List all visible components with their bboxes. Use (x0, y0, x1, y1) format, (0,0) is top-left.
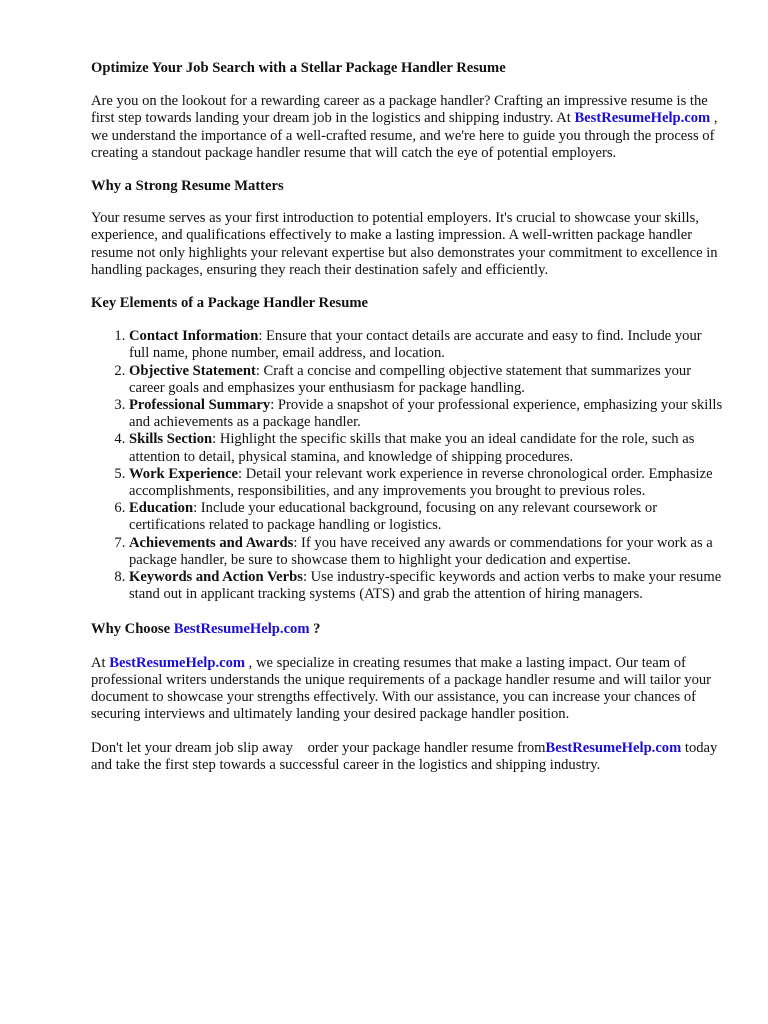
list-item-term: Achievements and Awards (129, 534, 294, 551)
list-item (129, 466, 723, 500)
list-item-term: Professional Summary (129, 397, 271, 414)
key-elements-heading: Key Elements of a Package Handler Resume (91, 295, 368, 312)
intro-text-before: Are you on the lookout for a rewarding career as a package handler? Crafting an impressive resume is the first step towards landing your dream job in the logistics and shipping industry. At (91, 93, 708, 127)
page-title: Optimize Your Job Search with a Stellar Package Handler Resume (91, 60, 506, 76)
why-choose-text-before: Why Choose (91, 621, 174, 638)
list-item-desc: : If you have received any awards or commendations for your work as a package handler, be sure to showcase them to highlight your dedication and expertise. (129, 534, 713, 568)
intro-text-after: , we understand the importance of a well-crafted resume, and we're here to guide you through the process of creating a standout package handler resume that will catch the eye of potential employers. (91, 110, 718, 161)
list-item (129, 535, 723, 569)
list-item-term: Work Experience (129, 465, 239, 482)
list-item (129, 363, 723, 397)
choose-bestresumehelp-link[interactable]: BestResumeHelp.com (109, 654, 246, 671)
list-item-term: Objective Statement (129, 362, 256, 379)
list-item-desc: : Use industry-specific keywords and action verbs to make your resume stand out in applicant tracking systems (ATS) and grab the attention of hiring managers. (129, 569, 722, 603)
document-page (91, 60, 723, 774)
closing-text-after: today and take the first step towards a successful career in the logistics and shipping industry. (91, 739, 718, 773)
list-item-term: Keywords and Action Verbs (129, 569, 303, 586)
list-item-term: Contact Information (129, 328, 259, 345)
why-choose-heading (91, 621, 723, 638)
list-item (129, 431, 723, 465)
list-item-term: Education (129, 500, 194, 517)
list-item (129, 328, 723, 362)
why-heading: Why a Strong Resume Matters (91, 178, 284, 195)
list-item-desc: : Provide a snapshot of your professional experience, emphasizing your skills and achievements as a package handler. (129, 397, 723, 431)
list-item-desc: : Include your educational background, focusing on any relevant coursework or certifications related to package handling or logistics. (129, 500, 658, 534)
list-item (129, 500, 723, 534)
why-choose-paragraph (91, 655, 723, 724)
choose-text-before: At (91, 654, 110, 671)
why-paragraph: Your resume serves as your first introduction to potential employers. It's crucial to showcase your skills, experience, and qualifications effectively to make a lasting impression. A well-written package handler resume not only highlights your relevant expertise but also demonstrates your commitment to excellence in handling packages, ensuring they reach their destination safely and efficiently. (91, 210, 718, 278)
list-item (129, 569, 723, 603)
list-item-desc: : Detail your relevant work experience in reverse chronological order. Emphasize accomplishments, responsibilities, and any improvements you brought to previous roles. (129, 465, 713, 500)
choose-text-after: , we specialize in creating resumes that make a lasting impact. Our team of professional writers understands the unique requirements of a package handler resume and will tailor your document to showcase your strengths effectively. With our assistance, you can increase your chances of securing interviews and ultimately landing your desired package handler position. (91, 654, 712, 723)
list-item (129, 397, 723, 431)
closing-text-before: Don't let your dream job slip away order your package handler resume from (91, 739, 546, 756)
key-elements-list (91, 328, 723, 603)
intro-bestresumehelp-link[interactable]: BestResumeHelp.com (574, 110, 711, 127)
closing-paragraph (91, 740, 723, 774)
list-item-term: Skills Section (129, 431, 213, 448)
intro-paragraph (91, 93, 723, 162)
list-item-desc: : Highlight the specific skills that make you an ideal candidate for the role, such as attention to detail, physical stamina, and knowledge of shipping procedures. (129, 431, 695, 465)
why-choose-text-after: ? (309, 621, 321, 638)
list-item-desc: : Ensure that your contact details are accurate and easy to find. Include your full name, phone number, email address, and location. (129, 328, 702, 362)
list-item-desc: : Craft a concise and compelling objective statement that summarizes your career goals and emphasizes your enthusiasm for package handling. (129, 362, 692, 396)
closing-bestresumehelp-link[interactable]: BestResumeHelp.com (545, 739, 682, 756)
why-choose-bestresumehelp-link[interactable]: BestResumeHelp.com (173, 621, 310, 638)
